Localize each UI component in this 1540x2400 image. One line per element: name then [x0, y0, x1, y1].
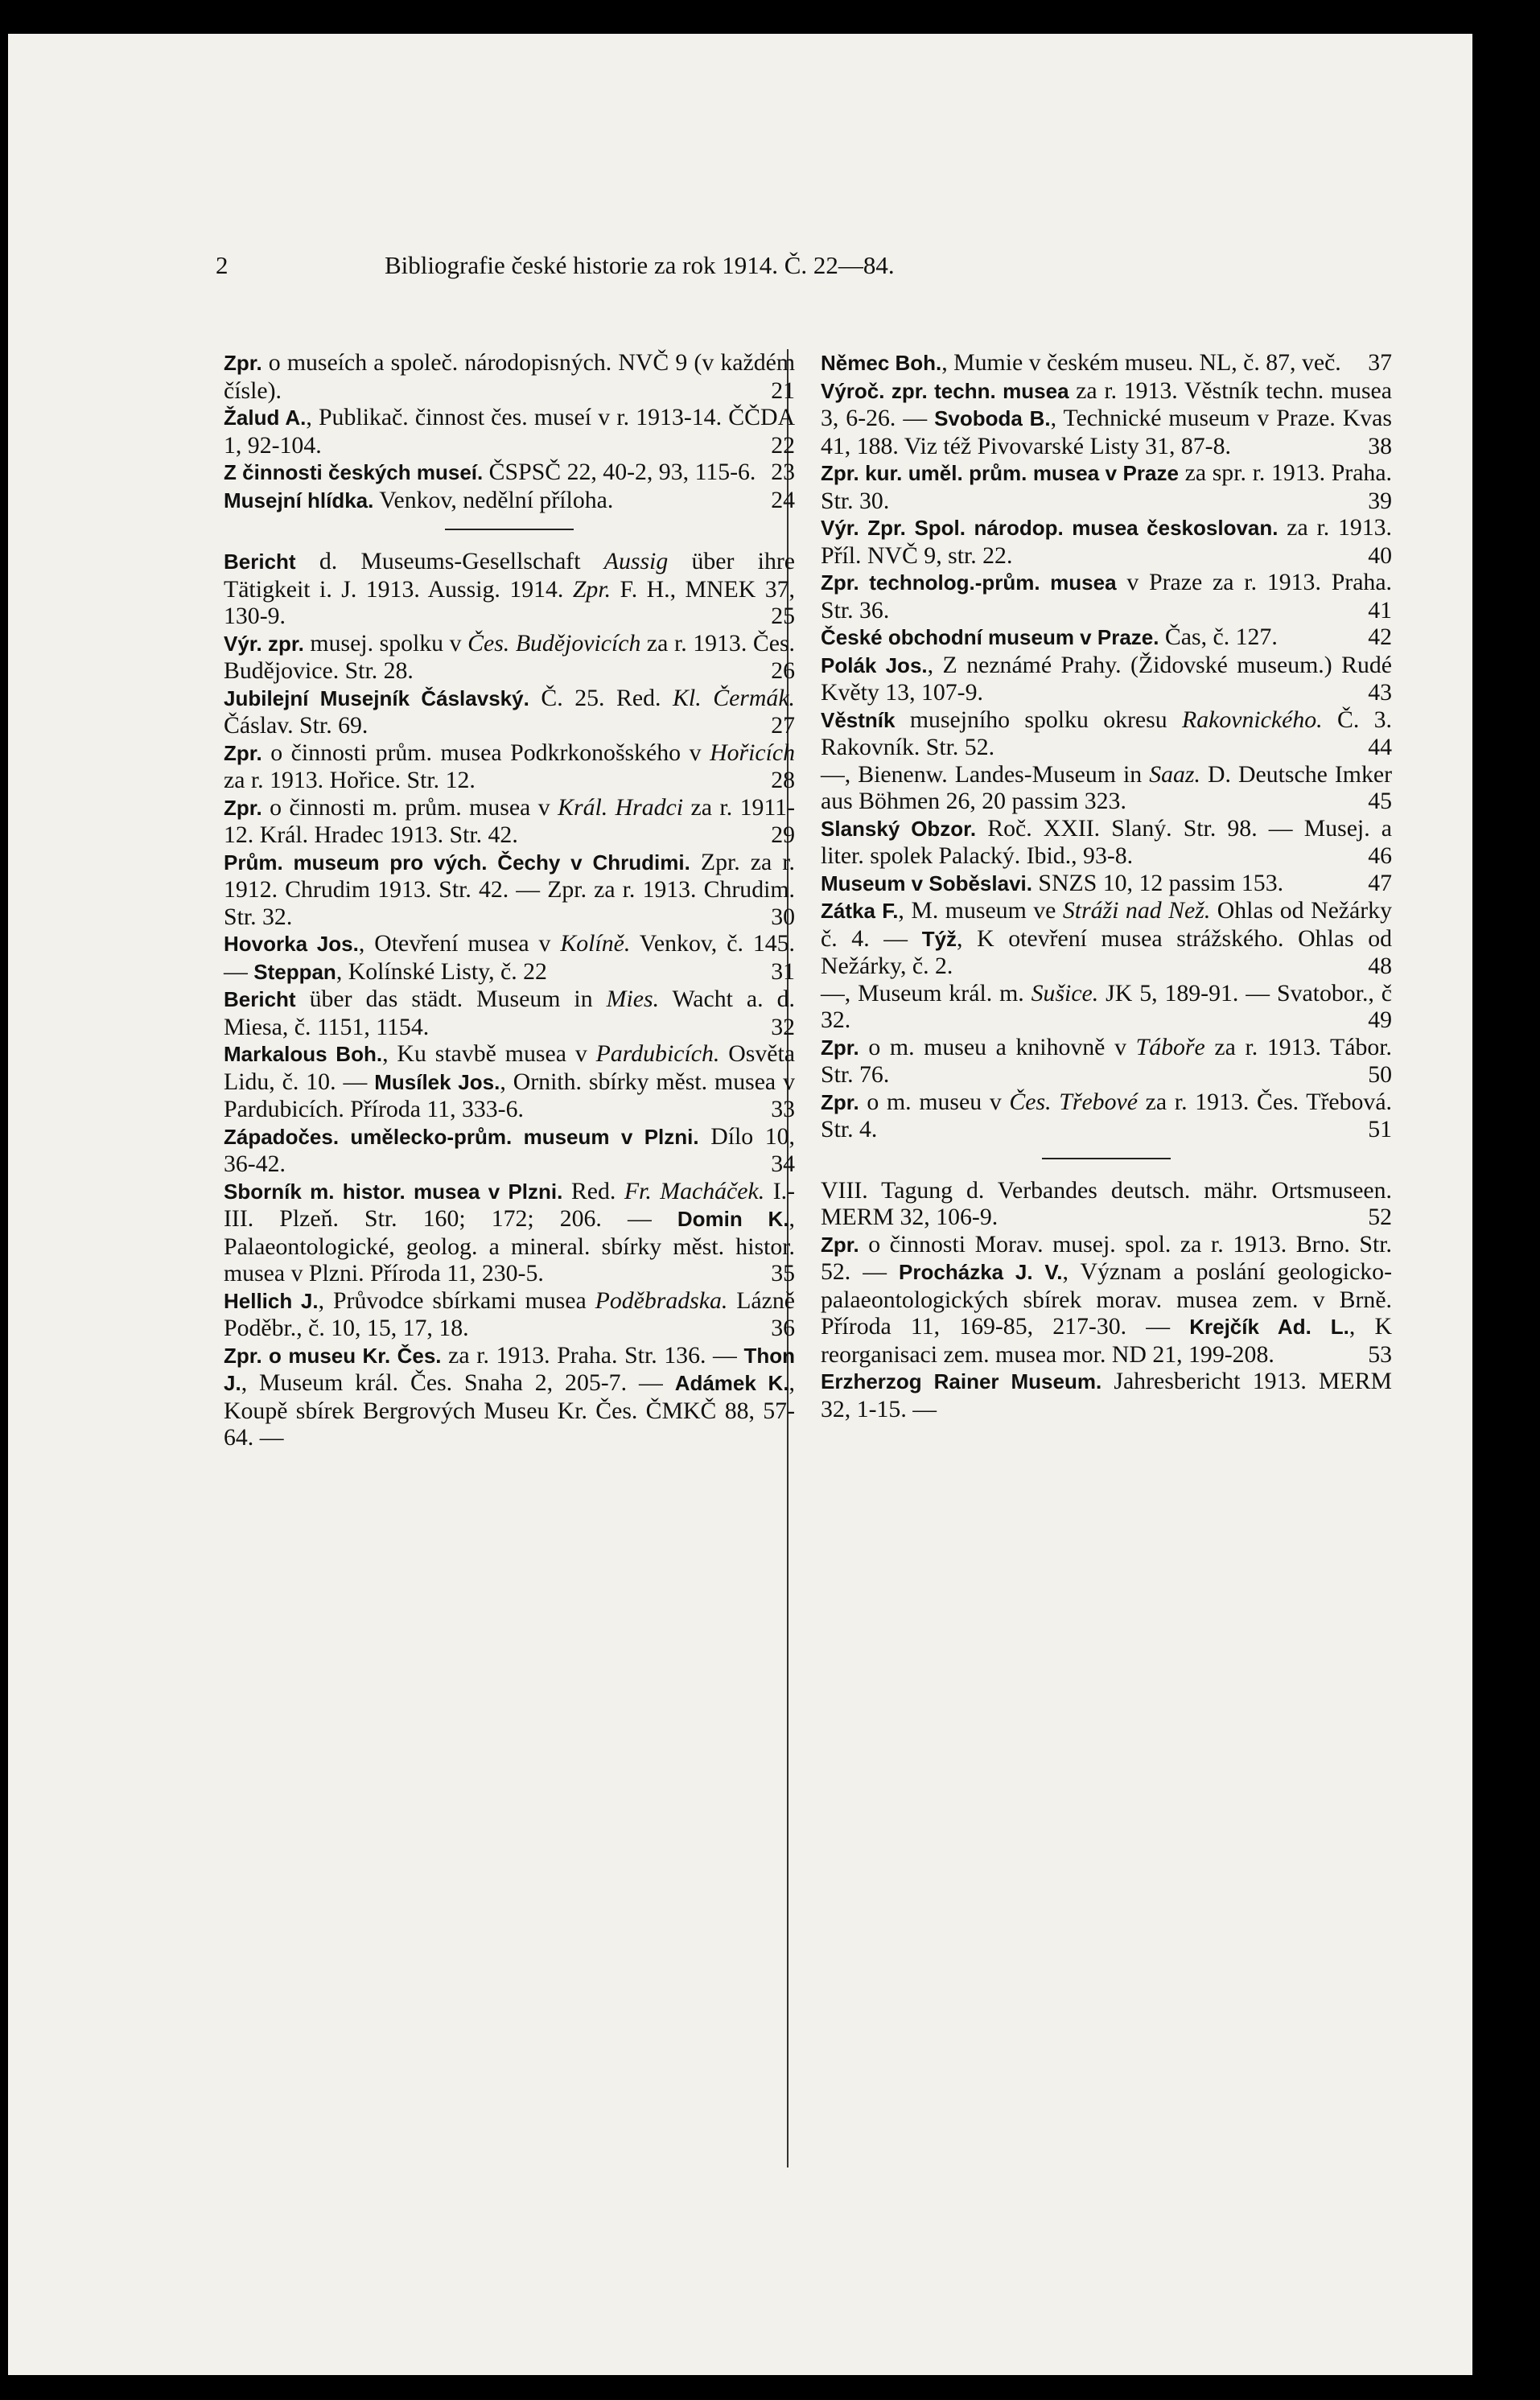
book-page — [8, 34, 1472, 2375]
entry-26: Výr. zpr. musej. spolku v Čes. Budějovicích za r. 1913. Čes. Budějovice. Str. 28. 26 — [224, 629, 795, 684]
entry-33: Markalous Boh., Ku stavbě musea v Pardubicích. Osvěta Lidu, č. 10. — Musílek Jos., Ornith. sbírky měst. musea v Pardubicích. Příroda 11, 333-6. 33 — [224, 1040, 795, 1122]
entry-25: Bericht d. Museums-Gesellschaft Aussig über ihre Tätigkeit i. J. 1913. Aussig. 1914. Zpr. F. H., MNEK 37, 130-9. 25 — [224, 548, 795, 629]
entry-51: Zpr. o m. museu v Čes. Třebové za r. 1913. Čes. Třebová. Str. 4. 51 — [821, 1088, 1392, 1142]
entry-46: Slanský Obzor. Roč. XXII. Slaný. Str. 98. — Musej. a liter. spolek Palacký. Ibid., 93-8. 46 — [821, 814, 1393, 869]
running-title: Bibliografie české historie za rok 1914. Č. 22—84. — [385, 251, 895, 279]
entry-32: Bericht über das städt. Museum in Mies. Wacht a. d. Miesa, č. 1151, 1154. 32 — [224, 986, 795, 1040]
entry-23: Z činnosti českých museí. ČSPSČ 22, 40-2, 93, 115-6. 23 — [224, 459, 795, 485]
left-column — [224, 349, 795, 1451]
entry-24: Musejní hlídka. Venkov, nedělní příloha. 24 — [224, 486, 795, 513]
entry-35: Sborník m. histor. musea v Plzni. Red. Fr. Macháček. I.-III. Plzeň. Str. 160; 172; 206. — Domin K., Palaeontologické, geolog. a mineral. sbírky měst. histor. musea v Plzni. Příroda 11, 230-5. 35 — [224, 1177, 796, 1286]
entry-22: Žalud A., Publikač. činnost čes. museí v r. 1913-14. ČČDA 1, 92-104. 22 — [224, 404, 796, 459]
section-rule — [445, 529, 574, 530]
entry-37: Zpr. o museu Kr. Čes. za r. 1913. Praha. Str. 136. — Thon J., Museum král. Čes. Snaha 2, 205-7. — Adámek K., Koupě sbírek Bergrových Museu Kr. Čes. ČMKČ 88, 57-64. — — [224, 1341, 795, 1451]
entry-39: Zpr. kur. uměl. prům. musea v Praze za spr. r. 1913. Praha. Str. 30. 39 — [821, 459, 1392, 514]
section-rule — [1042, 1158, 1171, 1159]
entry-38: Výroč. zpr. techn. musea za r. 1913. Věstník techn. musea 3, 6-26. — Svoboda B., Technické museum v Praze. Kvas 41, 188. Viz též Pivovarské Listy 31, 87-8. 38 — [821, 377, 1393, 459]
entry-21: Zpr. o museích a společ. národopisných. NVČ 9 (v každém čísle). 21 — [224, 349, 795, 404]
entry-29: Zpr. o činnosti m. prům. musea v Král. Hradci za r. 1911-12. Král. Hradec 1913. Str. 42. 29 — [224, 793, 796, 848]
entry-28: Zpr. o činnosti prům. musea Podkrkonošského v Hořicích za r. 1913. Hořice. Str. 12. 28 — [224, 739, 795, 793]
entry-36: Hellich J., Průvodce sbírkami musea Poděbradska. Lázně Poděbr., č. 10, 15, 17, 18. 36 — [224, 1286, 796, 1341]
entry-52: VIII. Tagung d. Verbandes deutsch. mähr. Ortsmuseen. MERM 32, 106-9. 52 — [821, 1176, 1392, 1230]
entry-27: Jubilejní Musejník Čáslavský. Č. 25. Red. Kl. Čermák. Čáslav. Str. 69. 27 — [224, 684, 795, 739]
entry-53: Zpr. o činnosti Morav. musej. spol. za r. 1913. Brno. Str. 52. — Procházka J. V., Význam a poslání geologicko-palaeontologických sbírek morav. musea zem. v Brně. Příroda 11, 169-85, 217-30. — Krejčík Ad. L., K reorganisaci zem. musea mor. ND 21, 199-208. 53 — [821, 1230, 1392, 1368]
entry-43: Polák Jos., Z neznámé Prahy. (Židovské museum.) Rudé Květy 13, 107-9. 43 — [821, 651, 1393, 706]
entry-37-cont: Němec Boh., Mumie v českém museu. NL, č. 87, več. 37 — [821, 349, 1392, 376]
entry-48: Zátka F., M. museum ve Stráži nad Než. Ohlas od Nežárky č. 4. — Týž, K otevření musea strážského. Ohlas od Nežárky, č. 2. 48 — [821, 897, 1392, 979]
right-column — [821, 349, 1392, 1422]
entry-30: Prům. museum pro vých. Čechy v Chrudimi. Zpr. za r. 1912. Chrudim 1913. Str. 42. — Zpr. za r. 1913. Chrudim. Str. 32. 30 — [224, 848, 795, 930]
entry-47: Museum v Soběslavi. SNZS 10, 12 passim 153. 47 — [821, 869, 1392, 896]
entry-49: —, Museum král. m. Sušice. JK 5, 189-91. — Svatobor., č 32. 49 — [821, 979, 1393, 1033]
entry-45: —, Bienenw. Landes-Museum in Saaz. D. Deutsche Imker aus Böhmen 26, 20 passim 323. 45 — [821, 760, 1392, 814]
entry-34: Západočes. umělecko-prům. museum v Plzni. Dílo 10, 36-42. 34 — [224, 1122, 796, 1177]
entry-54: Erzherzog Rainer Museum. Jahresbericht 1913. MERM 32, 1-15. — — [821, 1368, 1392, 1422]
page-number: 2 — [216, 251, 229, 279]
entry-42: České obchodní museum v Praze. Čas, č. 127. 42 — [821, 624, 1392, 650]
entry-31: Hovorka Jos., Otevření musea v Kolíně. Venkov, č. 145. — Steppan, Kolínské Listy, č. 22 31 — [224, 930, 795, 985]
entry-50: Zpr. o m. museu a knihovně v Táboře za r. 1913. Tábor. Str. 76. 50 — [821, 1033, 1393, 1088]
entry-44: Věstník musejního spolku okresu Rakovnického. Č. 3. Rakovník. Str. 52. 44 — [821, 706, 1392, 760]
entry-41: Zpr. technolog.-prům. musea v Praze za r. 1913. Praha. Str. 36. 41 — [821, 569, 1392, 624]
entry-40: Výr. Zpr. Spol. národop. musea českoslovan. za r. 1913. Příl. NVČ 9, str. 22. 40 — [821, 514, 1392, 569]
